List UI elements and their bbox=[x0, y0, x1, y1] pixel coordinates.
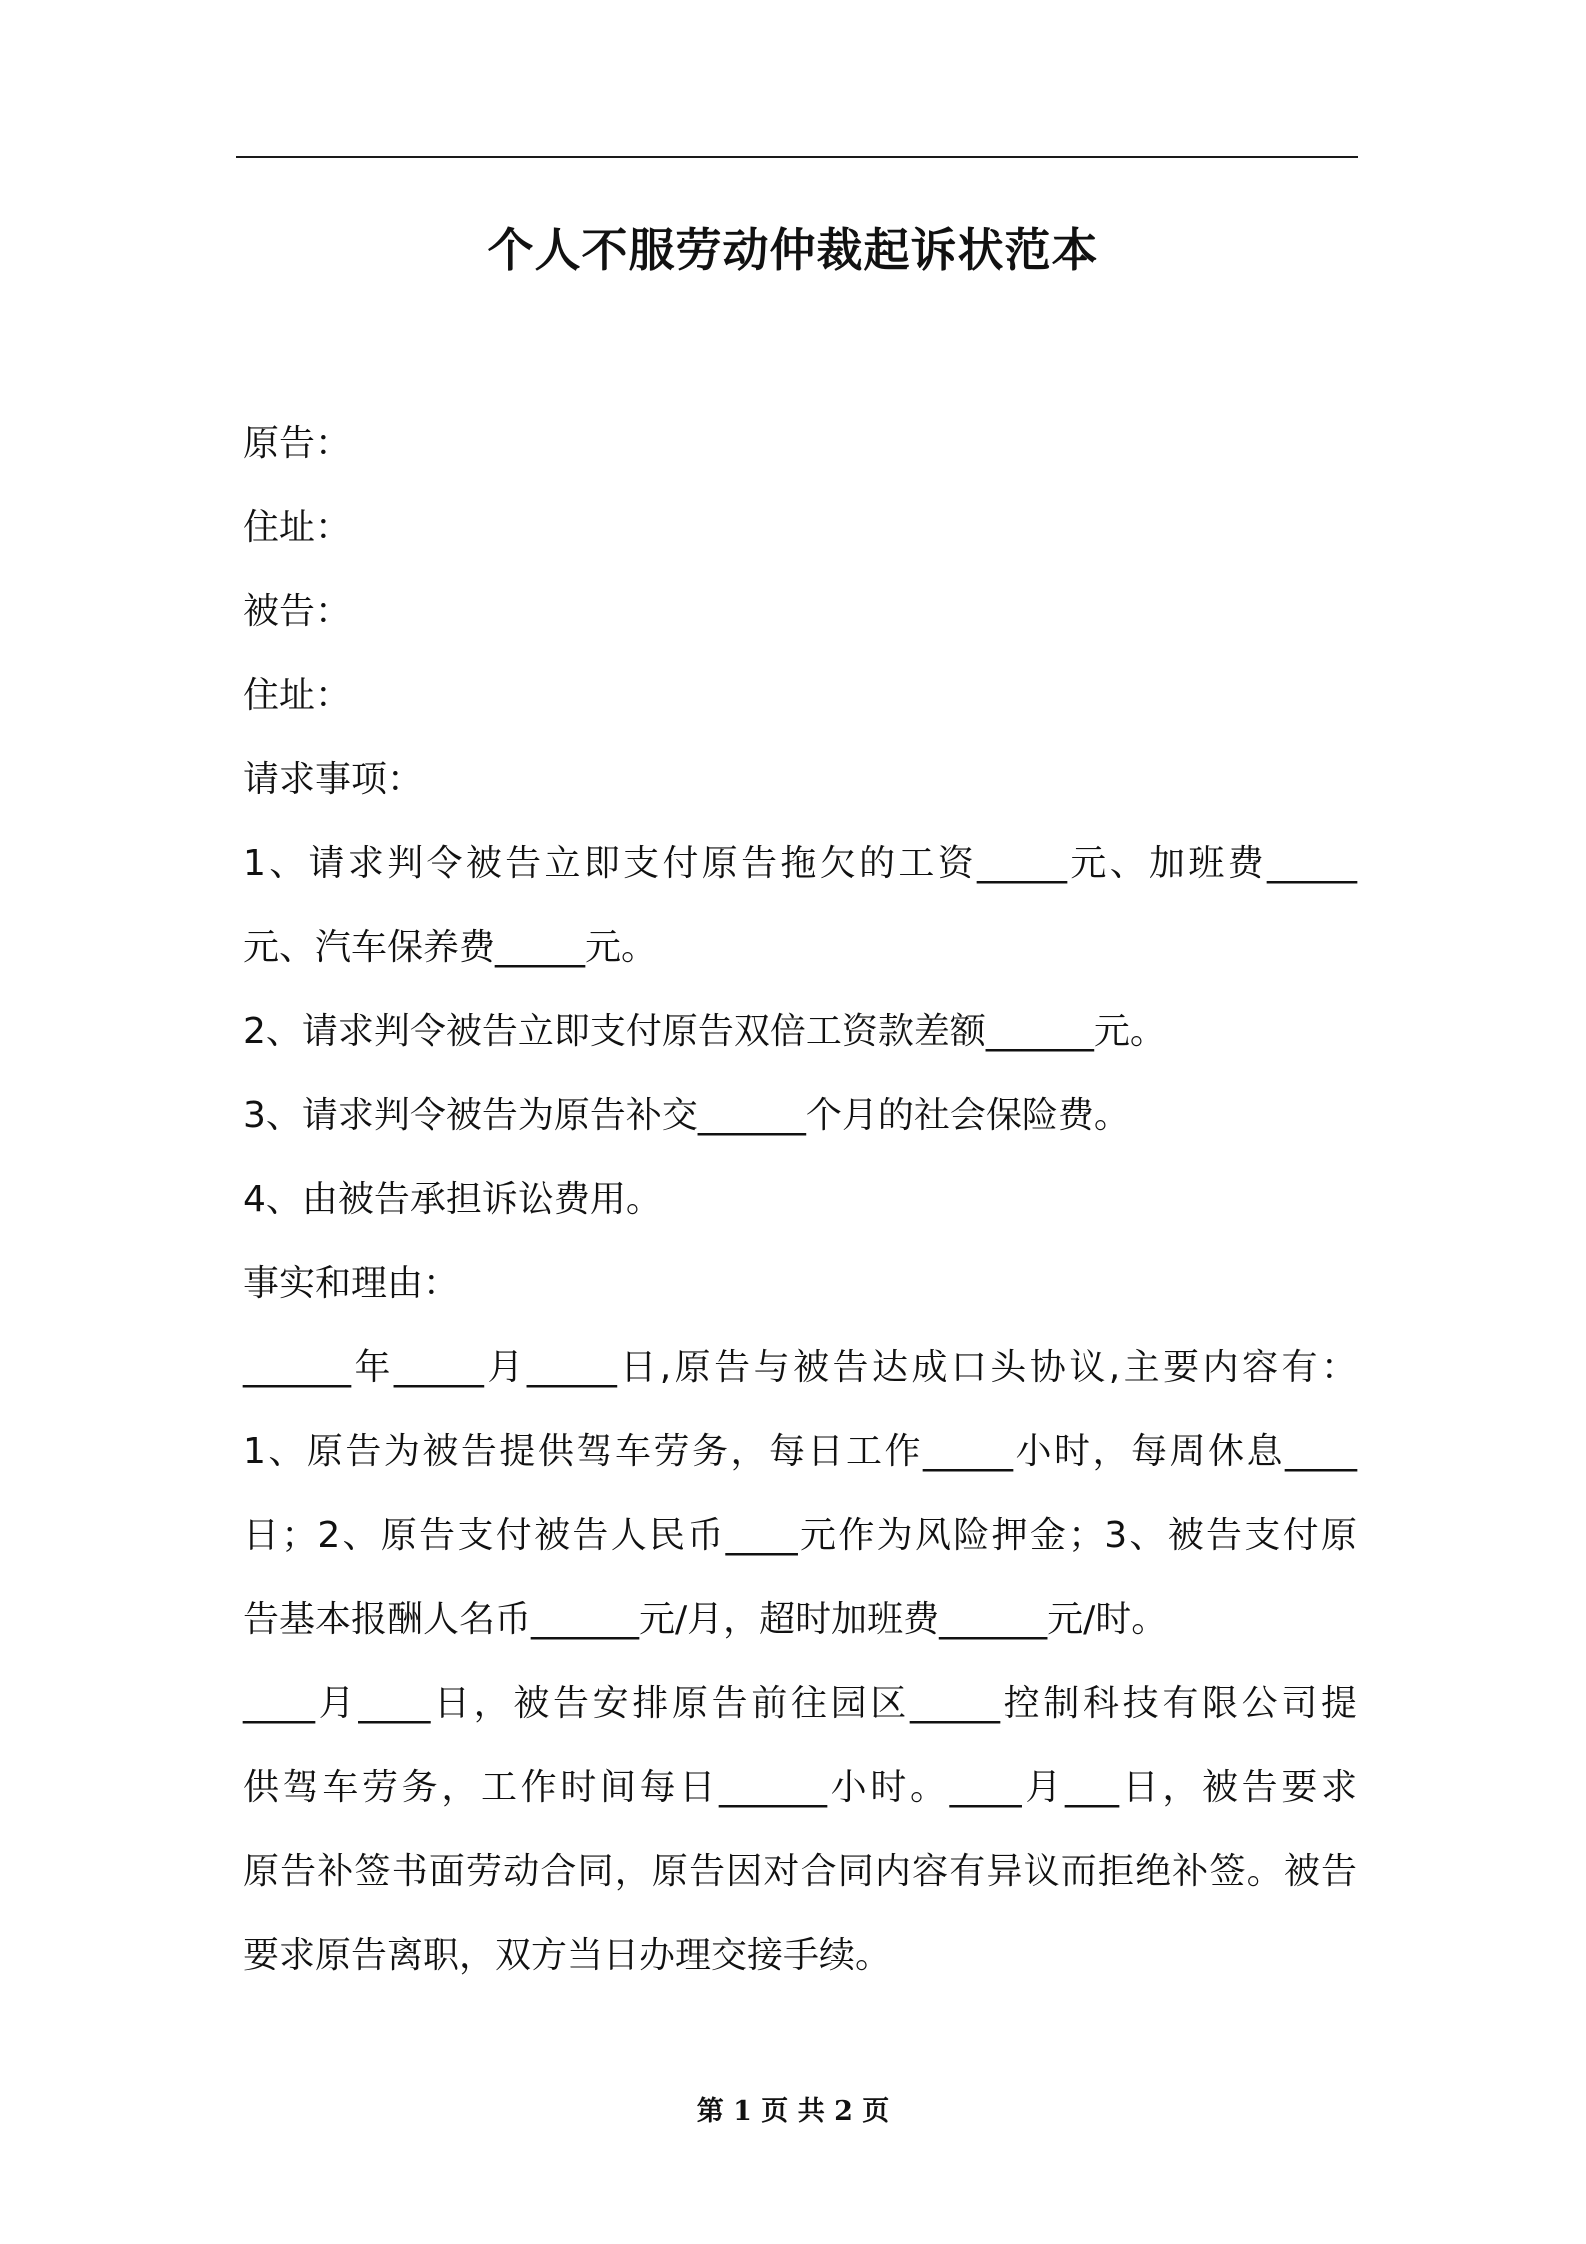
plaintiff-label: 原告： bbox=[243, 423, 352, 464]
facts-paragraph-3-line-4: 要求原告离职，双方当日办理交接手续。 bbox=[243, 1935, 892, 1976]
defendant-label: 被告： bbox=[243, 591, 352, 632]
facts-heading: 事实和理由： bbox=[243, 1263, 460, 1304]
document-body bbox=[243, 402, 1357, 1998]
plaintiff-address-label: 住址： bbox=[243, 507, 352, 548]
claim-1-line-1: 1、请求判令被告立即支付原告拖欠的工资_____元、加班费_____ bbox=[243, 843, 1357, 884]
claim-2: 2、请求判令被告立即支付原告双倍工资款差额______元。 bbox=[243, 1011, 1166, 1052]
claim-4: 4、由被告承担诉讼费用。 bbox=[243, 1179, 662, 1220]
facts-paragraph-3-line-3: 原告补签书面劳动合同，原告因对合同内容有异议而拒绝补签。被告 bbox=[243, 1851, 1357, 1892]
facts-paragraph-2-line-2: 日；2、原告支付被告人民币____元作为风险押金；3、被告支付原 bbox=[243, 1515, 1357, 1556]
facts-paragraph-3-line-2: 供驾车劳务，工作时间每日______小时。____月___日，被告要求 bbox=[243, 1767, 1357, 1808]
facts-paragraph-3-line-1: ____月____日，被告安排原告前往园区_____控制科技有限公司提 bbox=[243, 1683, 1357, 1724]
claims-heading: 请求事项： bbox=[243, 759, 424, 800]
facts-paragraph-1: ______年_____月_____日,原告与被告达成口头协议,主要内容有： bbox=[243, 1347, 1357, 1388]
defendant-address-label: 住址： bbox=[243, 675, 352, 716]
header-rule bbox=[236, 156, 1358, 158]
facts-paragraph-2-line-1: 1、原告为被告提供驾车劳务，每日工作_____小时，每周休息____ bbox=[243, 1431, 1357, 1472]
claim-1-line-2: 元、汽车保养费_____元。 bbox=[243, 927, 658, 968]
facts-paragraph-2-line-3: 告基本报酬人名币______元/月，超时加班费______元/时。 bbox=[243, 1599, 1168, 1640]
claim-3: 3、请求判令被告为原告补交______个月的社会保险费。 bbox=[243, 1095, 1130, 1136]
document-title: 个人不服劳动仲裁起诉状范本 bbox=[487, 223, 1099, 277]
page-number-footer: 第 1 页 共 2 页 bbox=[696, 2096, 890, 2127]
